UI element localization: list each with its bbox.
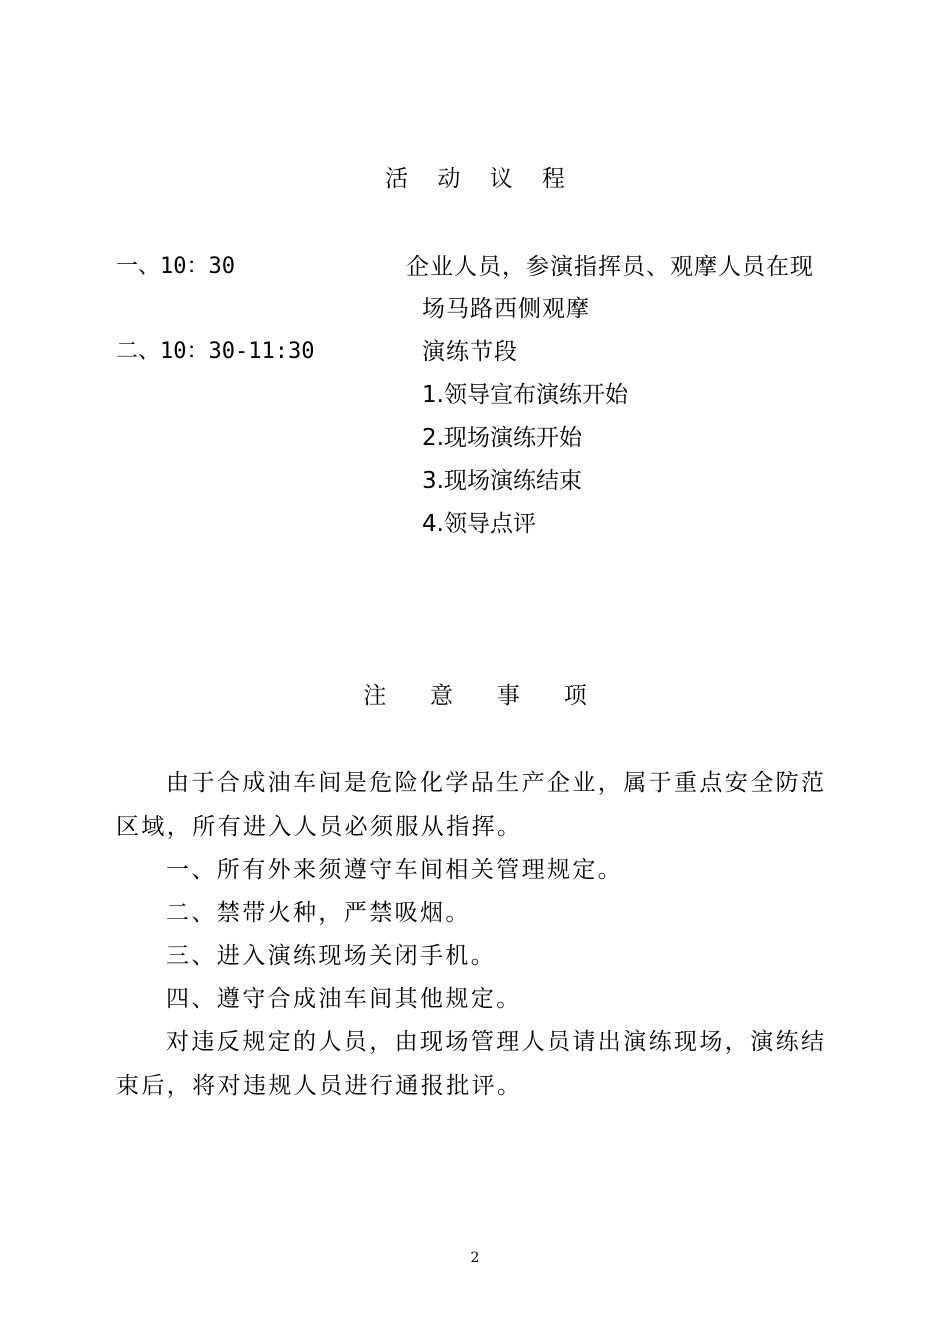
notes-intro-line1: 由于合成油车间是危险化学品生产企业，属于重点安全防范 bbox=[166, 770, 827, 796]
agenda-step: 3.现场演练结束 bbox=[422, 468, 582, 494]
agenda-title: 活 动 议 程 bbox=[385, 166, 565, 192]
notes-rule: 四、遵守合成油车间其他规定。 bbox=[166, 986, 522, 1012]
notes-rule: 二、禁带火种，严禁吸烟。 bbox=[166, 900, 471, 926]
agenda-item1-desc-line1: 企业人员，参演指挥员、观摩人员在现 bbox=[406, 254, 814, 280]
notes-intro-line2: 区域，所有进入人员必须服从指挥。 bbox=[116, 814, 523, 840]
agenda-item2-desc: 演练节段 bbox=[422, 339, 518, 365]
agenda-step: 2.现场演练开始 bbox=[422, 425, 582, 451]
page-number: 2 bbox=[470, 1250, 480, 1266]
notes-rule: 一、所有外来须遵守车间相关管理规定。 bbox=[166, 857, 624, 883]
agenda-step: 1.领导宣布演练开始 bbox=[422, 382, 628, 408]
notes-rule: 三、进入演练现场关闭手机。 bbox=[166, 943, 497, 969]
agenda-item1-desc-line2: 场马路西侧观摩 bbox=[422, 296, 590, 322]
notes-closing-line2: 束后，将对违规人员进行通报批评。 bbox=[116, 1073, 523, 1099]
agenda-item2-time: 二、10：30-11:30 bbox=[116, 339, 315, 364]
notes-title: 注 意 事 项 bbox=[363, 683, 587, 709]
agenda-item1-time: 一、10：30 bbox=[116, 254, 235, 279]
agenda-step: 4.领导点评 bbox=[422, 511, 536, 537]
notes-closing-line1: 对违反规定的人员，由现场管理人员请出演练现场，演练结 bbox=[166, 1029, 827, 1055]
